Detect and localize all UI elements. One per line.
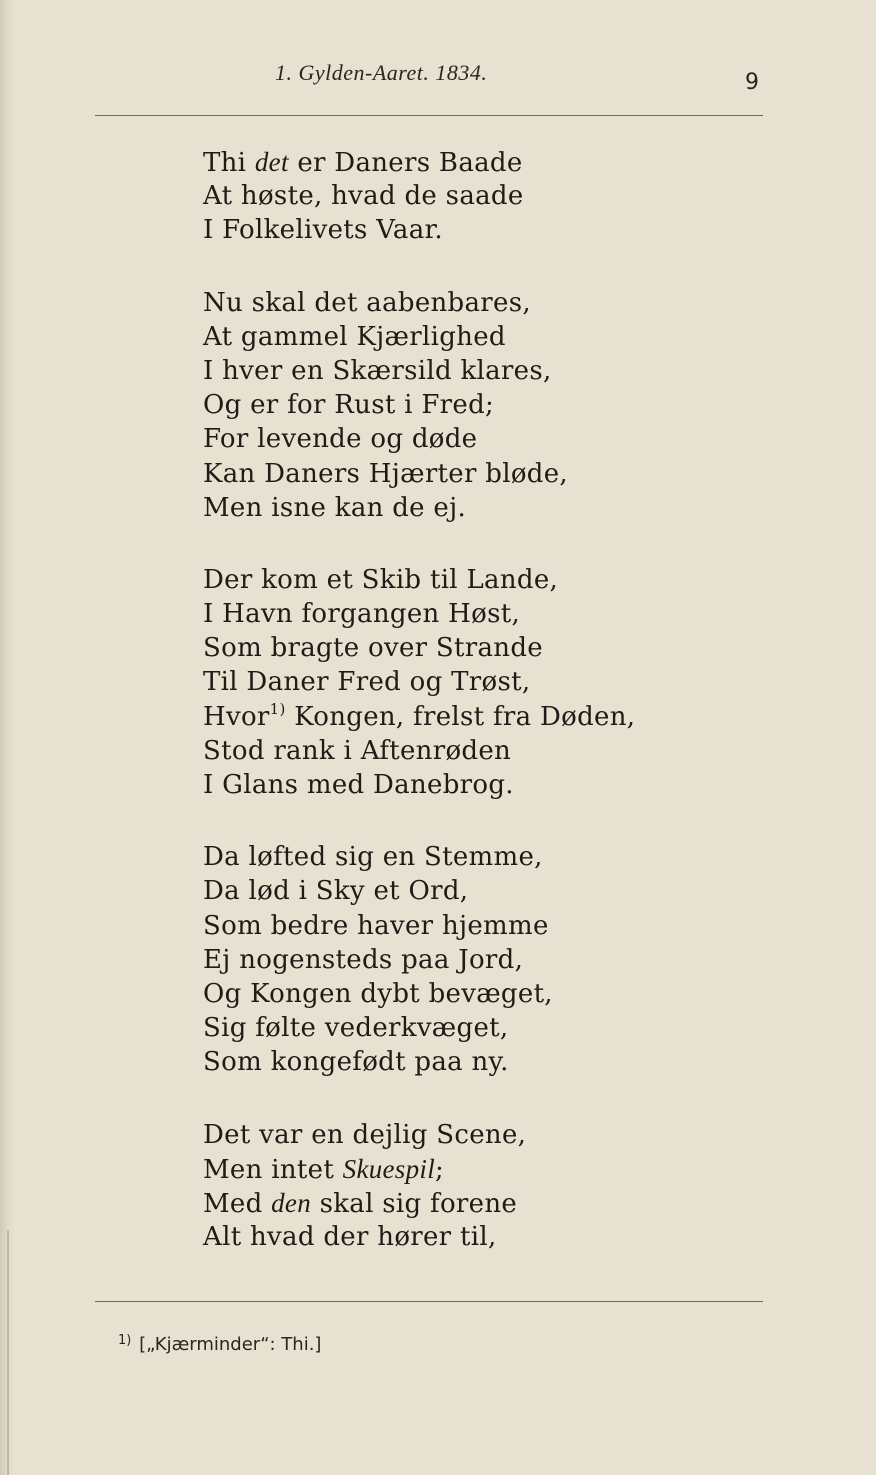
stanza — [203, 563, 763, 802]
line-text: Hvor — [203, 701, 270, 732]
poem-line — [203, 457, 763, 491]
poem-line — [203, 840, 763, 874]
stanza — [203, 1118, 763, 1255]
line-text: Som kongefødt paa ny. — [203, 1047, 509, 1078]
line-text: Til Daner Fred og Trøst, — [203, 667, 531, 698]
poem-line — [203, 1186, 763, 1220]
line-text: Men intet — [203, 1154, 343, 1185]
running-head: 1. Gylden-Aaret. 1834. — [275, 60, 488, 85]
page-header — [0, 60, 876, 100]
line-text: Da lød i Sky et Ord, — [203, 876, 469, 907]
line-text: Stod rank i Aftenrøden — [203, 735, 512, 766]
line-text: For levende og døde — [203, 424, 478, 455]
page-number: 9 — [745, 70, 759, 95]
poem-line — [203, 354, 763, 388]
italic-text: den — [271, 1187, 312, 1218]
line-text: Som bedre haver hjemme — [203, 910, 549, 941]
poem-line — [203, 286, 763, 320]
line-text: skal sig forene — [311, 1188, 518, 1219]
stanza — [203, 145, 763, 248]
line-text: Kongen, frelst fra Døden, — [285, 701, 636, 732]
poem-line — [203, 179, 763, 213]
line-text: er Daners Baade — [288, 148, 523, 178]
poem-body — [203, 145, 763, 1292]
line-text: Nu skal det aabenbares, — [203, 287, 531, 318]
line-text: I Glans med Danebrog. — [203, 770, 514, 800]
line-text: Sig følte vederkvæget, — [203, 1013, 509, 1044]
poem-line — [203, 665, 763, 699]
poem-line — [203, 1152, 763, 1186]
italic-text: det — [254, 147, 289, 177]
poem-line — [203, 909, 763, 943]
poem-line — [203, 388, 763, 422]
poem-line — [203, 213, 763, 247]
footnote-text: [„Kjærminder“: Thi.] — [139, 1334, 322, 1355]
poem-line — [203, 631, 763, 665]
poem-line — [203, 1220, 763, 1254]
line-text: Og Kongen dybt bevæget, — [203, 978, 553, 1009]
poem-line — [203, 943, 763, 977]
poem-line — [203, 563, 763, 597]
poem-line — [203, 977, 763, 1011]
italic-text: Skuespil — [342, 1153, 436, 1184]
line-text: Det var en dejlig Scene, — [203, 1119, 527, 1150]
poem-line — [203, 1118, 763, 1152]
line-text: Kan Daners Hjærter bløde, — [203, 458, 568, 489]
line-text: Som bragte over Strande — [203, 633, 543, 664]
poem-line — [203, 874, 763, 908]
stanza — [203, 840, 763, 1079]
header-rule — [95, 115, 763, 116]
poem-line — [203, 597, 763, 631]
poem-line — [203, 734, 763, 768]
line-text: Thi — [203, 148, 255, 178]
poem-line — [203, 491, 763, 525]
poem-line — [203, 768, 763, 802]
line-text: At høste, hvad de saade — [203, 181, 524, 212]
line-text: Ej nogensteds paa Jord, — [203, 944, 524, 975]
footnote-mark: 1) — [118, 1333, 132, 1348]
gutter-shadow — [7, 1230, 9, 1475]
line-text: I Havn forgangen Høst, — [203, 599, 521, 630]
line-text: Da løfted sig en Stemme, — [203, 842, 543, 873]
poem-line — [203, 145, 763, 179]
line-text: I Folkelivets Vaar. — [203, 215, 443, 246]
line-text: Med — [203, 1188, 272, 1219]
poem-line — [203, 320, 763, 354]
footnote-rule — [95, 1301, 763, 1302]
poem-line — [203, 1011, 763, 1045]
line-text: Alt hvad der hører til, — [203, 1222, 497, 1253]
line-text: I hver en Skærsild klares, — [203, 355, 552, 386]
poem-line — [203, 422, 763, 456]
stanza — [203, 286, 763, 525]
poem-line — [203, 700, 763, 734]
footnote-reference: 1) — [269, 699, 286, 718]
line-text: Men isne kan de ej. — [203, 492, 467, 523]
line-text: ; — [435, 1154, 445, 1185]
footnote — [118, 1333, 321, 1355]
line-text: Og er for Rust i Fred; — [203, 390, 495, 421]
line-text: At gammel Kjærlighed — [203, 321, 506, 352]
line-text: Der kom et Skib til Lande, — [203, 564, 559, 595]
poem-line — [203, 1045, 763, 1079]
